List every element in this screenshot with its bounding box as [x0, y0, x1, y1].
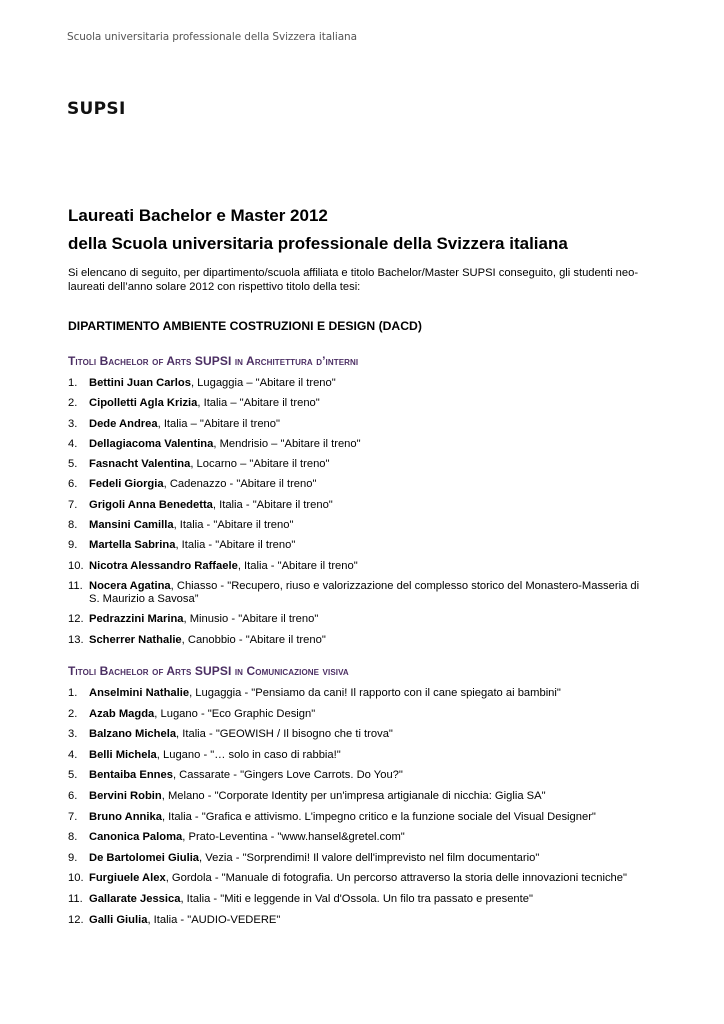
graduate-details: , Lugano - "… solo in caso di rabbia!"	[156, 748, 341, 761]
item-number: 10.	[68, 872, 84, 885]
graduate-details: , Locarno – "Abitare il treno"	[190, 458, 330, 471]
title-line-2: della Scuola universitaria professionale della Svizzera italiana	[68, 234, 568, 253]
list-item	[68, 893, 643, 906]
item-number: 12.	[68, 613, 84, 626]
list-item	[68, 872, 643, 885]
graduate-details: , Italia - "Grafica e attivismo. L'impegno critico e la funzione sociale del Visual Designer"	[161, 810, 596, 823]
graduate-name: Belli Michela	[89, 748, 157, 761]
list-item	[68, 728, 643, 741]
graduate-name: Anselmini Nathalie	[89, 687, 190, 699]
item-number: 1.	[68, 377, 78, 389]
list-item	[68, 831, 643, 844]
graduate-name: Azab Magda	[89, 707, 155, 720]
list-item	[68, 634, 643, 647]
item-number: 12.	[68, 913, 84, 926]
graduate-name: Bruno Annika	[89, 810, 162, 823]
graduate-name: Canonica Paloma	[89, 831, 183, 844]
graduate-name: Nocera Agatina	[89, 579, 171, 592]
item-number: 2.	[68, 707, 78, 720]
section-title: Titoli Bachelor of Arts SUPSI in Architettura d’interni	[68, 354, 359, 368]
item-number: 11.	[68, 892, 83, 905]
item-number: 6.	[68, 478, 78, 491]
graduate-list	[68, 687, 643, 934]
graduate-name: Bervini Robin	[89, 789, 162, 802]
document-title	[68, 202, 568, 258]
graduate-name: Bentaiba Ennes	[89, 769, 173, 782]
graduate-details: , Minusio - "Abitare il treno"	[183, 613, 319, 626]
item-number: 3.	[68, 417, 78, 430]
graduate-details: , Chiasso - "Recupero, riuso e valorizzazione del complesso storico del Monastero-Masseria di S. Maurizio a Savosa”	[89, 579, 640, 605]
list-item	[68, 580, 643, 606]
item-number: 13.	[68, 633, 84, 646]
list-item	[68, 687, 643, 700]
item-number: 7.	[68, 810, 78, 823]
graduate-name: Dede Andrea	[89, 417, 158, 430]
item-number: 3.	[68, 728, 78, 741]
list-item	[68, 539, 643, 552]
graduate-name: Martella Sabrina	[89, 539, 176, 552]
list-item	[68, 613, 643, 626]
graduate-details: , Italia – "Abitare il treno"	[197, 397, 320, 410]
item-number: 2.	[68, 397, 78, 410]
intro-paragraph: Si elencano di seguito, per dipartimento/scuola affiliata e titolo Bachelor/Master SUPSI conseguito, gli studenti neo-laureati dell’anno solare 2012 con rispettivo titolo della tesi:	[68, 267, 639, 293]
graduate-details: , Cassarate - "Gingers Love Carrots. Do You?"	[172, 769, 403, 782]
item-number: 11.	[68, 579, 83, 592]
graduate-details: , Melano - "Corporate Identity per un'impresa artigianale di nicchia: Giglia SA"	[161, 789, 546, 802]
graduate-details: , Italia - "AUDIO-VEDERE"	[147, 913, 281, 926]
graduate-details: , Prato-Leventina - "www.hansel&gretel.com"	[182, 831, 405, 844]
graduate-details: , Italia – "Abitare il treno"	[157, 417, 280, 430]
graduate-name: Grigoli Anna Benedetta	[89, 498, 213, 511]
graduate-details: , Italia - "Abitare il treno"	[175, 539, 296, 552]
graduate-name: Scherrer Nathalie	[89, 633, 182, 646]
item-number: 1.	[68, 687, 78, 699]
graduate-name: Balzano Michela	[89, 728, 177, 741]
list-item	[68, 519, 643, 532]
item-number: 10.	[68, 559, 84, 572]
item-number: 5.	[68, 458, 78, 471]
graduate-list	[68, 377, 643, 654]
graduate-details: , Lugano - "Eco Graphic Design"	[154, 707, 316, 720]
list-item	[68, 708, 643, 721]
section-title: Titoli Bachelor of Arts SUPSI in Comunicazione visiva	[68, 664, 349, 678]
list-item	[68, 790, 643, 803]
graduate-name: Dellagiacoma Valentina	[89, 437, 214, 450]
graduate-details: , Gordola - "Manuale di fotografia. Un percorso attraverso la storia delle innovazioni tecniche"	[165, 872, 627, 885]
list-item	[68, 377, 643, 390]
graduate-name: Galli Giulia	[89, 913, 148, 926]
list-item	[68, 749, 643, 762]
list-item	[68, 914, 643, 927]
department-heading: DIPARTIMENTO AMBIENTE COSTRUZIONI E DESIGN (DACD)	[68, 319, 422, 333]
item-number: 9.	[68, 539, 78, 552]
item-number: 9.	[68, 851, 78, 864]
list-item	[68, 811, 643, 824]
list-item	[68, 478, 643, 491]
item-number: 8.	[68, 831, 78, 844]
graduate-name: Nicotra Alessandro Raffaele	[89, 559, 238, 572]
graduate-details: , Lugaggia – "Abitare il treno"	[190, 377, 336, 389]
graduate-name: Pedrazzini Marina	[89, 613, 184, 626]
list-item	[68, 499, 643, 512]
list-item	[68, 560, 643, 573]
item-number: 4.	[68, 437, 78, 450]
item-number: 5.	[68, 769, 78, 782]
list-item	[68, 438, 643, 451]
graduate-details: , Italia - "Abitare il treno"	[212, 498, 333, 511]
graduate-name: Fedeli Giorgia	[89, 478, 164, 491]
header-institution: Scuola universitaria professionale della Svizzera italiana	[67, 31, 357, 43]
supsi-logo: SUPSI	[67, 99, 126, 119]
list-item	[68, 458, 643, 471]
title-line-1: Laureati Bachelor e Master 2012	[68, 206, 328, 225]
graduate-details: , Italia - "GEOWISH / Il bisogno che ti trova"	[176, 728, 393, 741]
graduate-details: , Italia - "Abitare il treno"	[237, 559, 358, 572]
list-item	[68, 769, 643, 782]
item-number: 8.	[68, 519, 78, 532]
item-number: 4.	[68, 748, 78, 761]
graduate-details: , Canobbio - "Abitare il treno"	[181, 633, 326, 646]
graduate-name: Furgiuele Alex	[89, 872, 166, 885]
graduate-details: , Cadenazzo - "Abitare il treno"	[163, 478, 317, 491]
graduate-name: Fasnacht Valentina	[89, 458, 191, 471]
graduate-details: , Italia - "Abitare il treno"	[173, 519, 294, 532]
list-item	[68, 418, 643, 431]
graduate-name: Gallarate Jessica	[89, 892, 181, 905]
item-number: 7.	[68, 498, 78, 511]
graduate-name: Bettini Juan Carlos	[89, 377, 191, 389]
graduate-name: De Bartolomei Giulia	[89, 851, 200, 864]
graduate-details: , Vezia - "Sorprendimi! Il valore dell'imprevisto nel film documentario"	[199, 851, 540, 864]
graduate-name: Mansini Camilla	[89, 519, 174, 532]
graduate-details: , Italia - "Miti e leggende in Val d'Ossola. Un filo tra passato e presente"	[180, 892, 533, 905]
list-item	[68, 852, 643, 865]
graduate-details: , Mendrisio – "Abitare il treno"	[213, 437, 361, 450]
graduate-details: , Lugaggia - "Pensiamo da cani! Il rapporto con il cane spiegato ai bambini"	[189, 687, 561, 699]
graduate-name: Cipolletti Agla Krizia	[89, 397, 198, 410]
list-item	[68, 397, 643, 410]
item-number: 6.	[68, 789, 78, 802]
